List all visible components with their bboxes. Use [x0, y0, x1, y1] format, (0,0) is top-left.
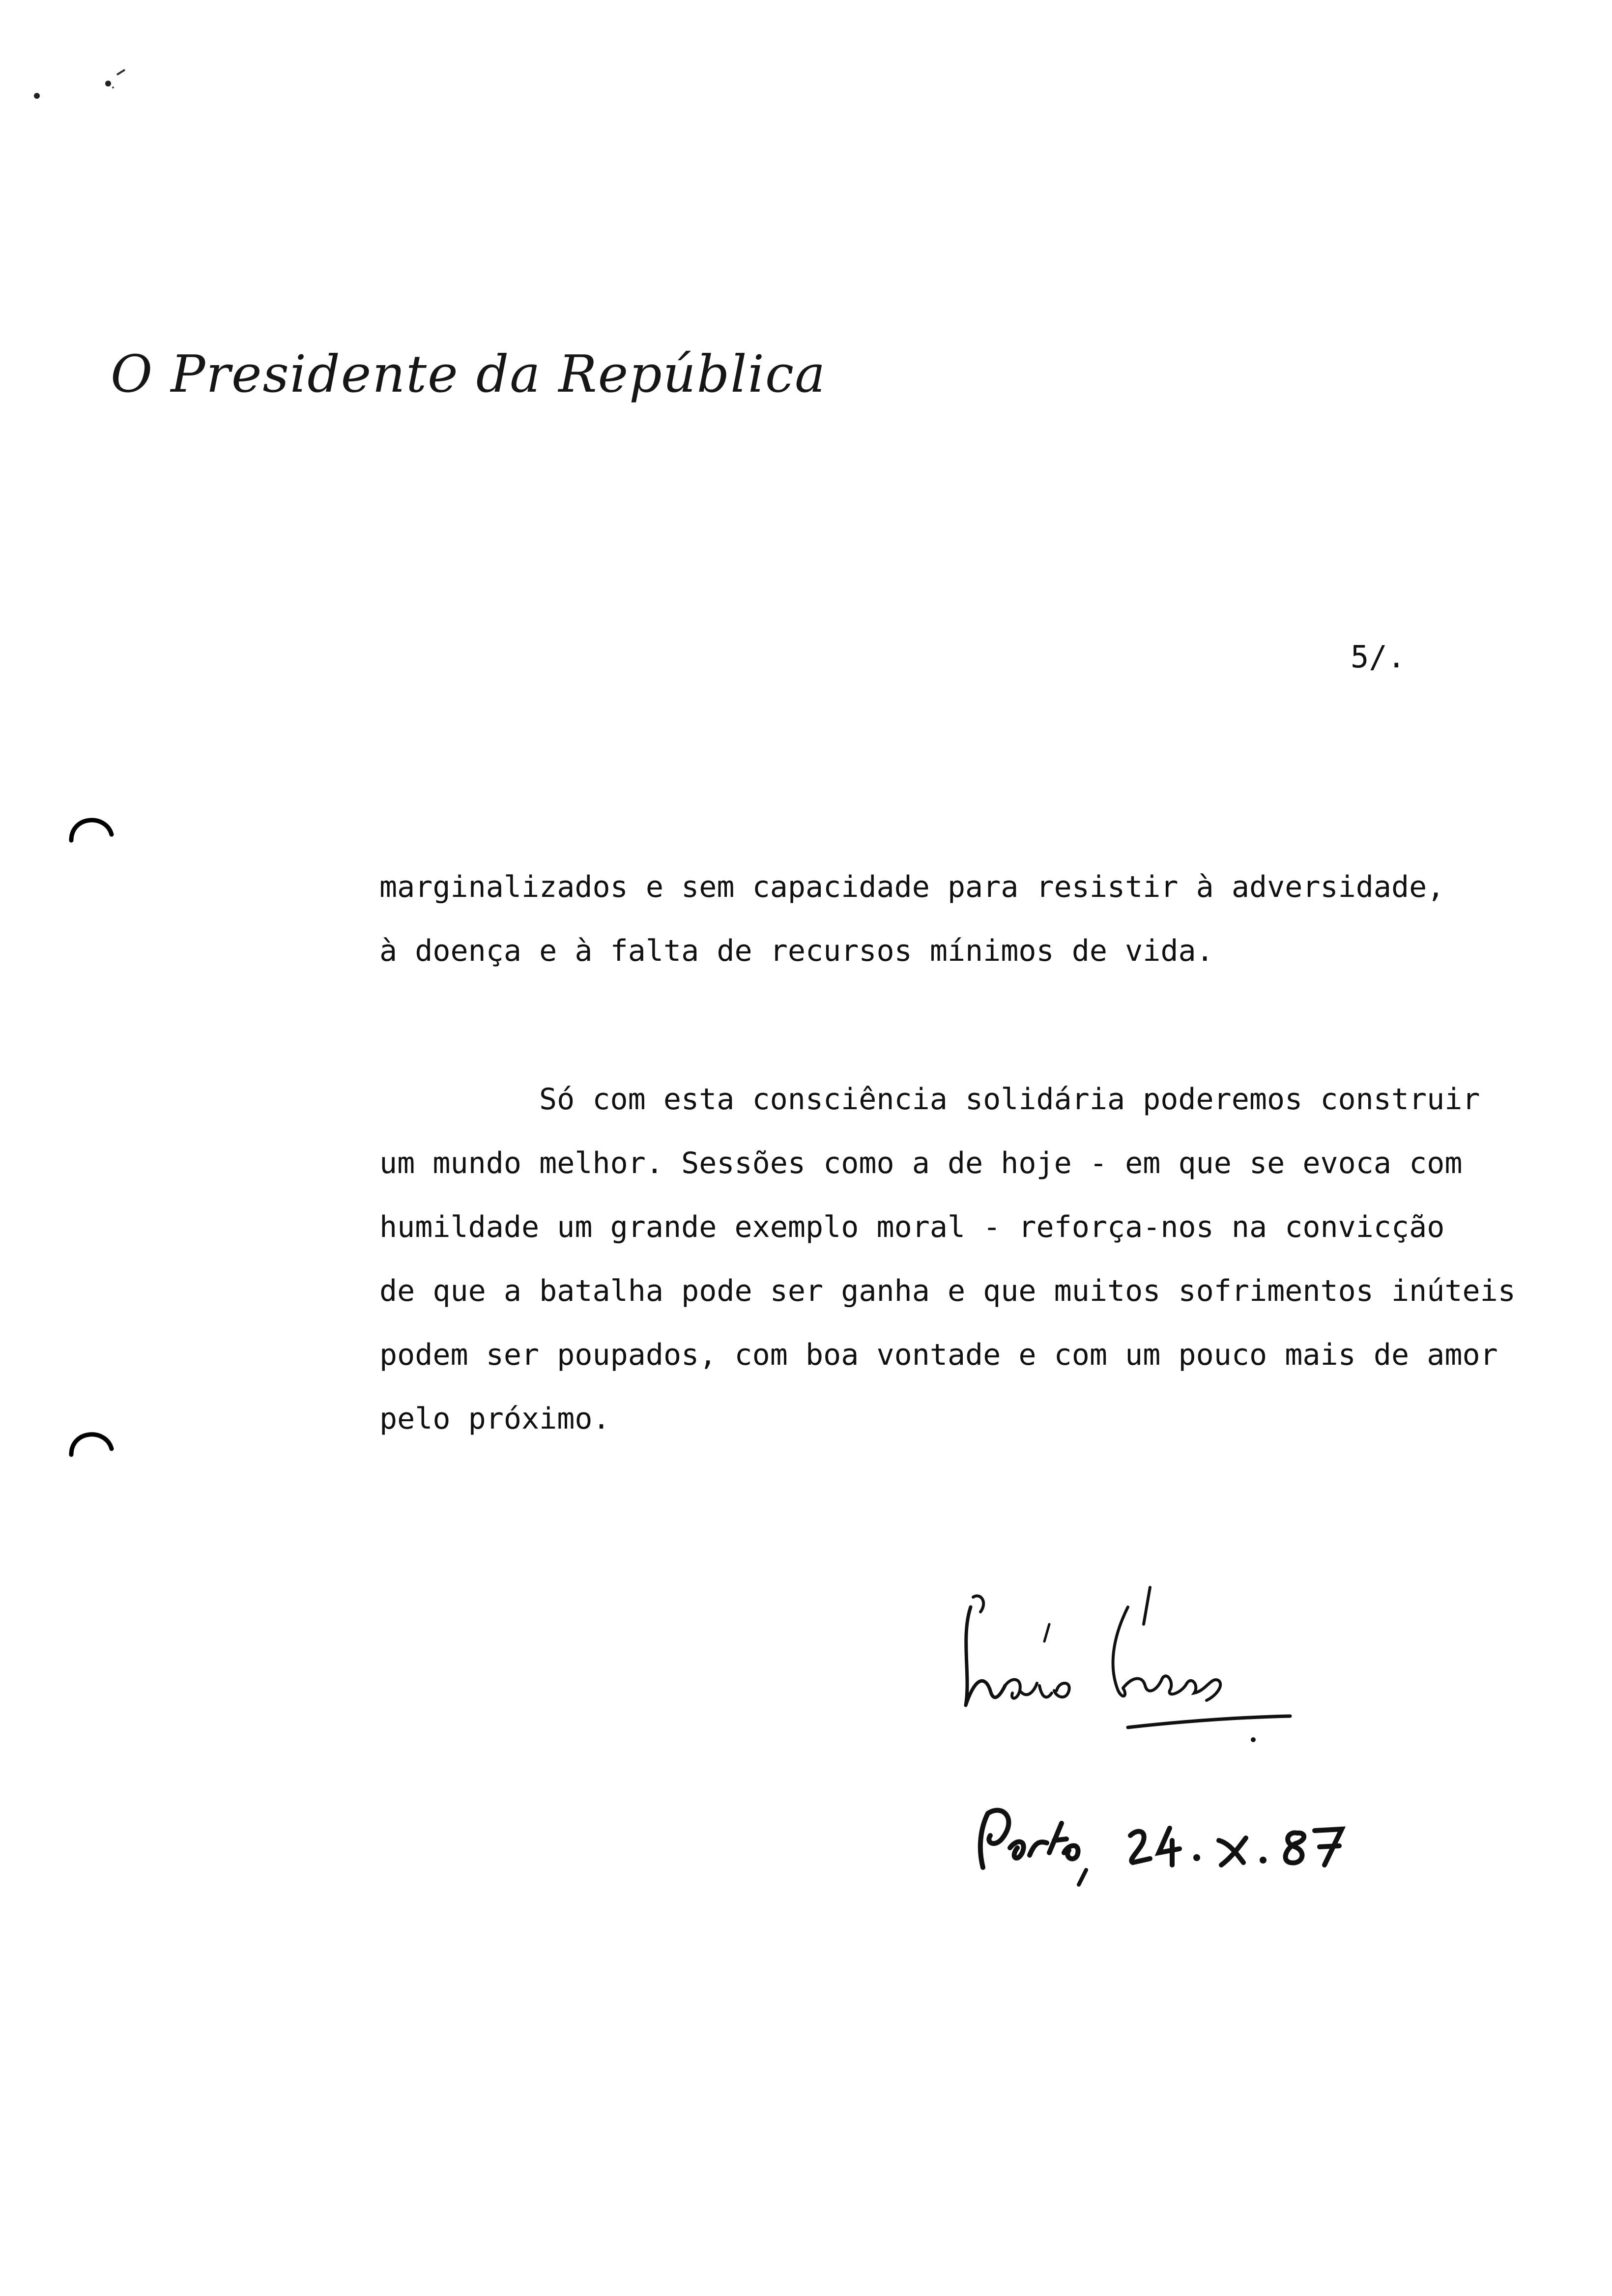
body-line: um mundo melhor. Sessões como a de hoje - em que se evoca com — [379, 1146, 1463, 1180]
paragraph-break — [379, 983, 1441, 1067]
body-line: podem ser poupados, com boa vontade e com um pouco mais de amor — [379, 1338, 1498, 1372]
body-line: de que a batalha pode ser ganha e que muitos sofrimentos inúteis — [379, 1274, 1516, 1308]
body-line: à doença e à falta de recursos mínimos de vida. — [379, 934, 1214, 968]
letter-body — [379, 855, 1516, 1451]
body-line: marginalizados e sem capacidade para resistir à adversidade, — [379, 870, 1445, 904]
handwritten-place-date — [963, 1794, 1406, 1907]
letterhead — [111, 344, 826, 404]
body-line: humildade um grande exemplo moral - reforça-nos na convicção — [379, 1210, 1445, 1244]
body-line: Só com esta consciência solidária poderemos construir — [539, 1082, 1480, 1117]
scan-specks — [25, 29, 133, 118]
punch-hole-top — [66, 806, 115, 855]
page-number: 5/. — [1351, 639, 1406, 675]
handwritten-signature — [951, 1578, 1295, 1764]
punch-hole-bottom — [66, 1420, 115, 1469]
body-line: pelo próximo. — [379, 1402, 610, 1436]
letterhead-text: O Presidente da República — [111, 344, 827, 404]
